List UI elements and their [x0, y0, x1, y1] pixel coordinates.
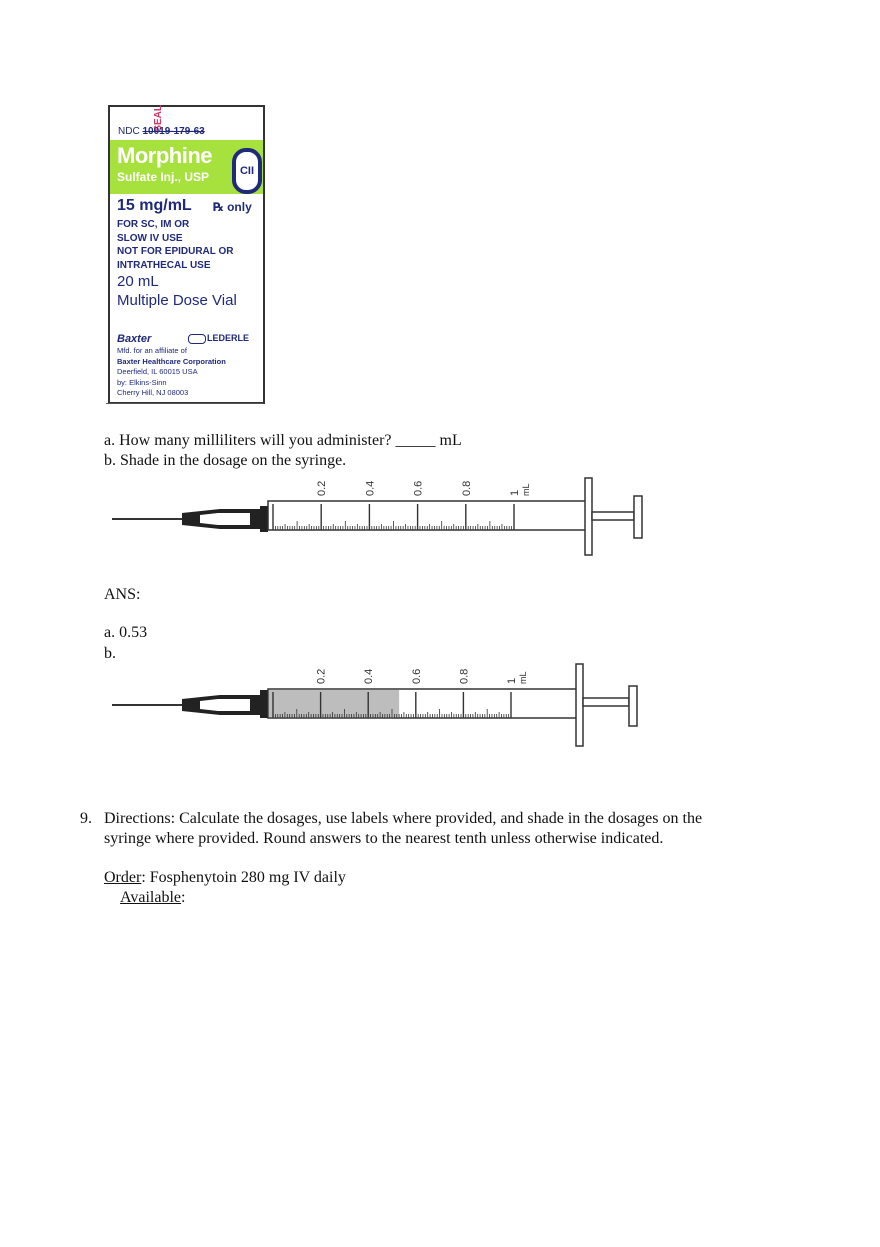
route-line: NOT FOR EPIDURAL OR [117, 246, 234, 257]
tick-label: 0.4 [363, 668, 376, 684]
plunger-thumb [634, 496, 642, 538]
drug-label [108, 105, 265, 404]
available-line [120, 888, 185, 908]
route-line: INTRATHECAL USE [117, 259, 211, 271]
lederle-logo [188, 333, 249, 344]
plunger-thumb [629, 686, 637, 726]
syringe-barrel [268, 501, 588, 530]
finger-flange [576, 664, 583, 746]
company-name: Baxter Healthcare Corporation [117, 356, 226, 366]
rx-only: ℞ only [213, 200, 252, 214]
finger-flange [585, 478, 592, 555]
address-line: by: Elkins-Sinn [117, 377, 167, 387]
ndc-number: 10019-179-63 [142, 126, 205, 137]
tick-label: 1 [509, 489, 521, 496]
dosage-shading [269, 690, 399, 717]
syringe-answer [110, 660, 650, 748]
vial-volume: 20 mL [117, 273, 159, 290]
ndc-prefix: NDC [118, 126, 140, 137]
tick-label: 0.8 [460, 480, 473, 496]
drug-name: Morphine [117, 143, 212, 168]
vial-container: Multiple Dose Vial [117, 292, 237, 309]
manufacturer-info [117, 346, 226, 399]
hub-window [200, 699, 250, 711]
tick-label: 0.8 [458, 668, 471, 684]
answer-heading: ANS: [104, 586, 141, 603]
item-number: 9. [80, 810, 92, 827]
answer-part-b: b. [104, 645, 116, 662]
route-line: FOR SC, IM OR [117, 219, 190, 230]
seal-text: SEAL [153, 105, 164, 132]
tick-label: 0.4 [364, 480, 377, 496]
tick-label: 0.6 [410, 668, 423, 684]
baxter-logo: Baxter [117, 333, 152, 345]
order-label: Order [104, 869, 142, 886]
esi-mark-icon [188, 334, 206, 344]
available-suffix: : [181, 889, 186, 906]
order-line [104, 868, 346, 888]
available-label: Available [120, 889, 182, 906]
route-text [117, 218, 233, 272]
barrel-tip [260, 506, 268, 532]
barrel-tip [260, 690, 268, 718]
ndc-code [118, 126, 205, 137]
hub-window [200, 513, 250, 525]
tick-label: 0.2 [315, 668, 328, 684]
address-line: Cherry Hill, NJ 08003 [117, 388, 189, 397]
graduation-labels [316, 481, 531, 496]
volume-info [117, 272, 237, 310]
drug-name-band [110, 140, 263, 194]
plunger-rod [592, 512, 634, 520]
drug-strength: 15 mg/mL [117, 197, 192, 214]
order-text: : Fosphenytoin 280 mg IV daily [141, 869, 346, 886]
address-line: Deerfield, IL 60015 USA [117, 367, 198, 376]
drug-form: Sulfate Inj., USP [117, 170, 210, 184]
answer-part-a: a. 0.53 [104, 624, 148, 641]
graduation-labels [316, 669, 528, 684]
plunger-rod [583, 698, 629, 706]
label-underline [106, 403, 263, 404]
partner-name: LEDERLE [207, 333, 250, 343]
tick-label: 0.6 [412, 480, 425, 496]
question-part-a: a. How many milliliters will you administer? _____ mL [104, 432, 462, 449]
directions-line-2: syringe where provided. Round answers to the nearest tenth unless otherwise indicated. [104, 830, 664, 847]
route-line: SLOW IV USE [117, 232, 183, 244]
question-part-b: b. Shade in the dosage on the syringe. [104, 452, 347, 469]
directions-line-1: Directions: Calculate the dosages, use labels where provided, and shade in the dosages on the [104, 810, 703, 827]
syringe-question [110, 472, 650, 560]
unit-label: mL [521, 483, 531, 496]
tick-label: 1 [506, 677, 518, 684]
mfd-line: Mfd. for an affiliate of [117, 346, 187, 355]
schedule-cii-icon: CII [232, 148, 262, 194]
unit-label: mL [518, 671, 528, 684]
tick-label: 0.2 [316, 480, 329, 496]
